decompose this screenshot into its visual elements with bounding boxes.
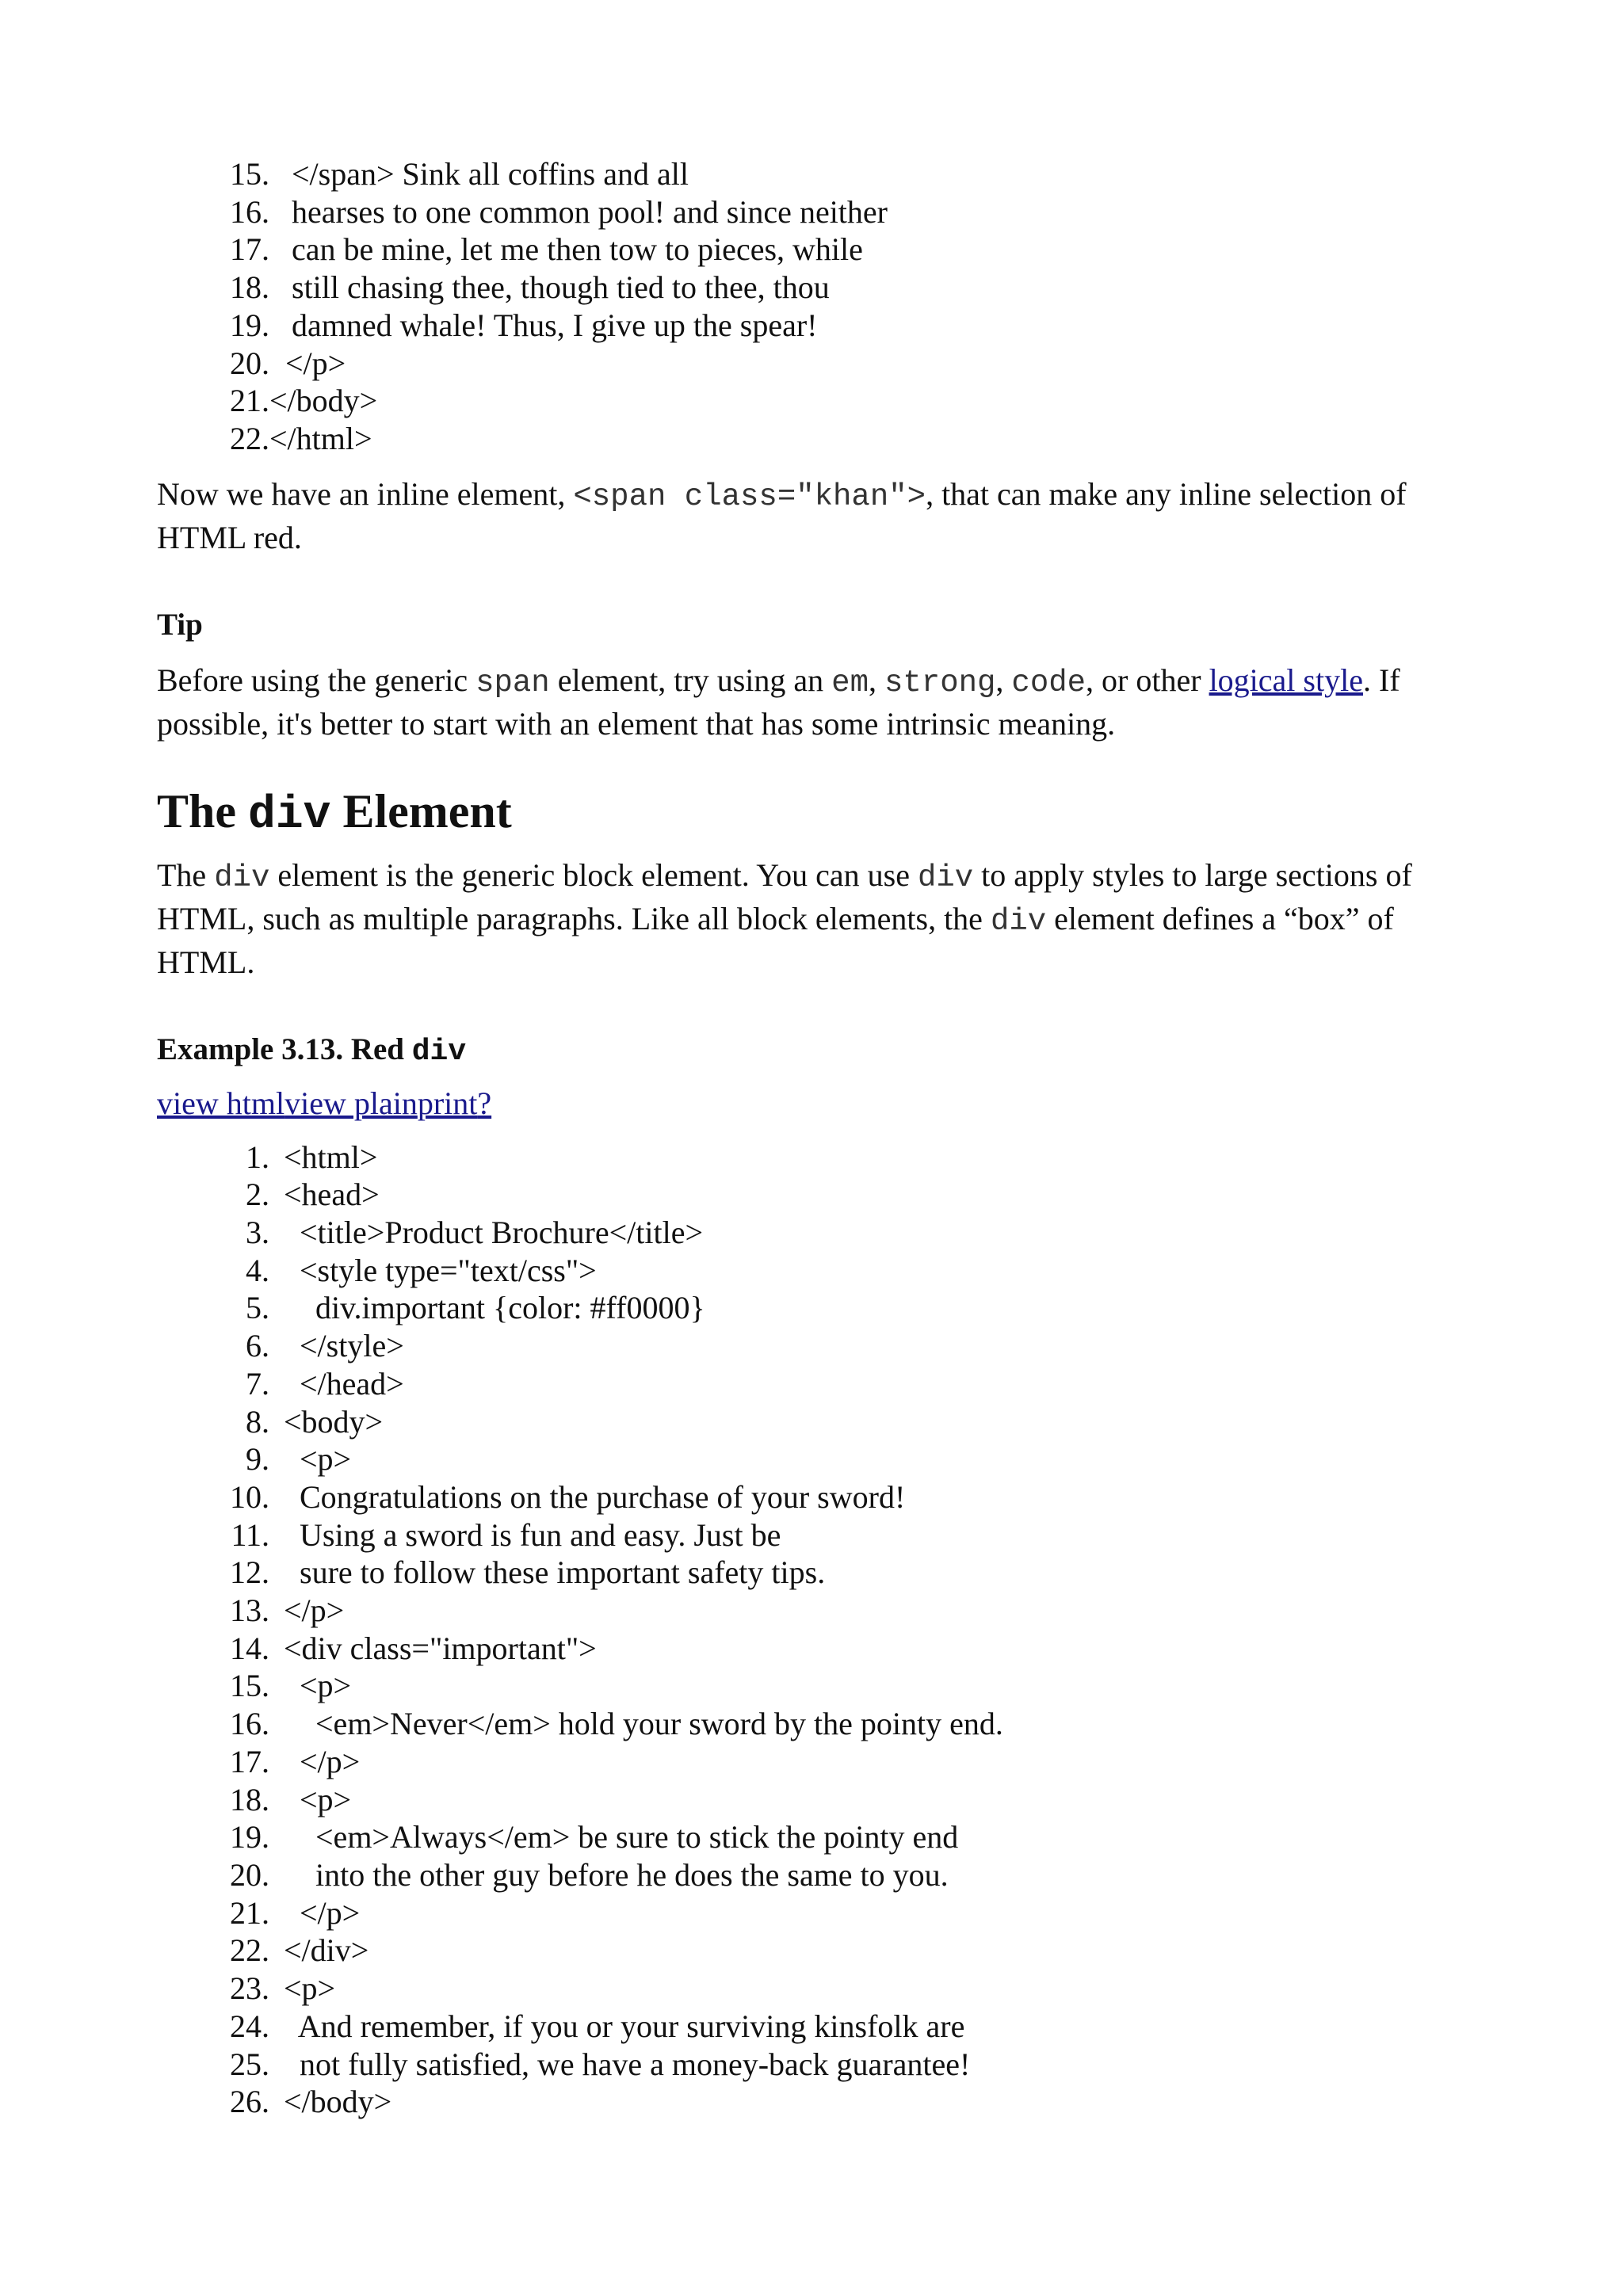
code-line: [212, 1705, 1472, 1743]
text-run: element is the generic block element. You can use: [269, 856, 918, 893]
line-number: 10.: [230, 1478, 269, 1515]
code-line: [212, 345, 1472, 383]
line-number: 18.: [230, 269, 269, 306]
view-plain-link[interactable]: view plain: [285, 1085, 418, 1121]
text-run: element defines a “box” of HTML.: [157, 900, 1394, 980]
inline-code: em: [831, 665, 869, 700]
code-line: [212, 1138, 1472, 1177]
line-number: 19.: [230, 1819, 269, 1855]
text-run: element, try using an: [549, 662, 832, 698]
line-number: 4.: [246, 1252, 269, 1288]
line-text: Using a sword is fun and easy. Just be: [284, 1516, 781, 1553]
line-number: 22.: [230, 1932, 269, 1969]
line-number: 19.: [230, 307, 269, 343]
code-listing-example: [212, 1138, 1472, 2121]
line-number: 17.: [230, 231, 269, 268]
line-number: 16.: [230, 193, 269, 230]
line-text: <p>: [284, 1781, 352, 1817]
example-title: [157, 1032, 1472, 1069]
text-run: Example 3.13. Red: [157, 1032, 412, 1066]
line-number: 21.: [230, 1894, 269, 1931]
line-text: </head>: [284, 1365, 404, 1402]
inline-code: strong: [884, 665, 996, 700]
text-run: ,: [995, 662, 1012, 698]
line-number: 12.: [230, 1554, 269, 1591]
code-line: [212, 420, 1472, 458]
code-line: [212, 1970, 1472, 2008]
code-line: [212, 1554, 1472, 1592]
line-number: 24.: [230, 2008, 269, 2044]
code-line: [212, 1516, 1472, 1554]
code-line: [212, 307, 1472, 345]
line-number: 25.: [230, 2046, 269, 2082]
text-run: Before using the generic: [157, 662, 476, 698]
line-text: <html>: [284, 1138, 378, 1175]
code-line: [212, 1327, 1472, 1365]
line-text: </body>: [269, 383, 378, 419]
line-text: Congratulations on the purchase of your sword!: [284, 1478, 906, 1515]
line-number: 20.: [230, 1856, 269, 1893]
code-line: [212, 1252, 1472, 1290]
text-run: . If possible, it's better to start with an element that has some intrinsic meaning.: [157, 662, 1400, 742]
line-text: can be mine, let me then tow to pieces, while: [292, 231, 863, 268]
tip-paragraph: [157, 660, 1472, 744]
line-number: 13.: [230, 1592, 269, 1629]
line-text: <em>Always</em> be sure to stick the pointy end: [284, 1819, 959, 1855]
line-number: 11.: [231, 1516, 269, 1553]
text-run: The: [157, 784, 249, 837]
line-number: 18.: [230, 1781, 269, 1817]
line-number: 23.: [230, 1970, 269, 2007]
code-line: [212, 1365, 1472, 1403]
code-listing-top: [212, 155, 1472, 458]
text-run: , or other: [1086, 662, 1209, 698]
line-number: 3.: [246, 1215, 269, 1251]
line-text: </p>: [285, 345, 346, 381]
code-line: [212, 1781, 1472, 1819]
code-line: [212, 1818, 1472, 1856]
code-line: [212, 1176, 1472, 1214]
line-text: <title>Product Brochure</title>: [284, 1215, 704, 1251]
help-link[interactable]: ?: [477, 1085, 492, 1121]
line-text: <div class="important">: [284, 1630, 597, 1666]
text-run: Element: [330, 784, 512, 837]
code-line: [212, 1667, 1472, 1705]
section-paragraph: [157, 855, 1472, 982]
text-run: to apply styles to large sections of HTML, such as multiple paragraphs. Like all block elements, the: [157, 856, 1412, 936]
line-text: </p>: [284, 1894, 361, 1931]
line-text: </style>: [284, 1328, 404, 1364]
line-number: 7.: [246, 1365, 269, 1402]
line-number: 22.: [230, 420, 269, 456]
code-line: [212, 155, 1472, 193]
code-line: [212, 1289, 1472, 1327]
line-text: </html>: [269, 420, 372, 456]
code-line: [212, 1592, 1472, 1630]
line-text: still chasing thee, though tied to thee, thou: [292, 269, 830, 306]
view-html-link[interactable]: view html: [157, 1085, 285, 1121]
line-number: 15.: [230, 1668, 269, 1704]
code-line: [212, 1932, 1472, 1970]
code-line: [212, 2008, 1472, 2046]
inline-code: div: [214, 860, 270, 895]
line-number: 15.: [230, 156, 269, 192]
line-number: 5.: [246, 1290, 269, 1326]
inline-code: span: [475, 665, 550, 700]
line-text: sure to follow these important safety tips.: [284, 1554, 826, 1591]
line-number: 17.: [230, 1743, 269, 1779]
code-line: [212, 1214, 1472, 1252]
line-number: 20.: [230, 345, 269, 381]
code-line: [212, 1440, 1472, 1478]
section-heading: [157, 784, 1472, 844]
line-number: 14.: [230, 1630, 269, 1666]
line-text: <p>: [284, 1668, 352, 1704]
inline-code: code: [1011, 665, 1086, 700]
code-line: [212, 269, 1472, 307]
line-number: 9.: [246, 1441, 269, 1478]
line-text: </body>: [284, 2084, 392, 2120]
line-text: <p>: [284, 1441, 352, 1478]
line-number: 8.: [246, 1403, 269, 1440]
code-line: [212, 1403, 1472, 1441]
line-text: </p>: [284, 1743, 361, 1779]
text-run: ,: [868, 662, 884, 698]
code-line: [212, 1743, 1472, 1781]
code-toolbar: [157, 1085, 1472, 1123]
code-line: [212, 2083, 1472, 2121]
code-line: [212, 1894, 1472, 1932]
inline-code: div: [411, 1034, 467, 1069]
line-number: 26.: [230, 2084, 269, 2120]
line-text: <head>: [284, 1177, 380, 1213]
logical-style-link[interactable]: logical style: [1209, 662, 1363, 698]
line-text: </div>: [284, 1932, 369, 1969]
inline-code: <span class="khan">: [573, 479, 926, 514]
line-text: <p>: [284, 1970, 336, 2007]
code-line: [212, 1630, 1472, 1668]
line-text: div.important {color: #ff0000}: [284, 1290, 705, 1326]
text-run: Now we have an inline element,: [157, 475, 574, 512]
line-text: damned whale! Thus, I give up the spear!: [292, 307, 818, 343]
text-run: , that can make any inline selection of HTML red.: [157, 475, 1407, 555]
line-text: And remember, if you or your surviving kinsfolk are: [284, 2008, 965, 2044]
code-line: [212, 193, 1472, 231]
code-line: [212, 382, 1472, 420]
tip-heading: Tip: [157, 607, 203, 642]
paragraph-inline-element: [157, 474, 1472, 558]
document-page: [157, 155, 1472, 2121]
line-text: </span> Sink all coffins and all: [292, 156, 689, 192]
inline-code: div: [248, 789, 331, 841]
line-number: 16.: [230, 1706, 269, 1742]
text-run: The: [157, 856, 215, 893]
code-line: [212, 1856, 1472, 1894]
inline-code: div: [917, 860, 974, 895]
line-number: 1.: [246, 1138, 269, 1175]
line-text: hearses to one common pool! and since neither: [292, 193, 888, 230]
line-text: </p>: [284, 1592, 345, 1629]
line-number: 21.: [230, 383, 269, 419]
code-line: [212, 2046, 1472, 2084]
code-line: [212, 1478, 1472, 1516]
line-text: <body>: [284, 1403, 384, 1440]
line-text: <style type="text/css">: [284, 1252, 597, 1288]
line-text: not fully satisfied, we have a money-back guarantee!: [284, 2046, 971, 2082]
code-line: [212, 231, 1472, 269]
line-text: into the other guy before he does the same to you.: [284, 1856, 949, 1893]
line-text: <em>Never</em> hold your sword by the pointy end.: [284, 1706, 1003, 1742]
print-link[interactable]: print: [417, 1085, 478, 1121]
line-number: 6.: [246, 1328, 269, 1364]
inline-code: div: [990, 903, 1047, 939]
line-number: 2.: [246, 1177, 269, 1213]
